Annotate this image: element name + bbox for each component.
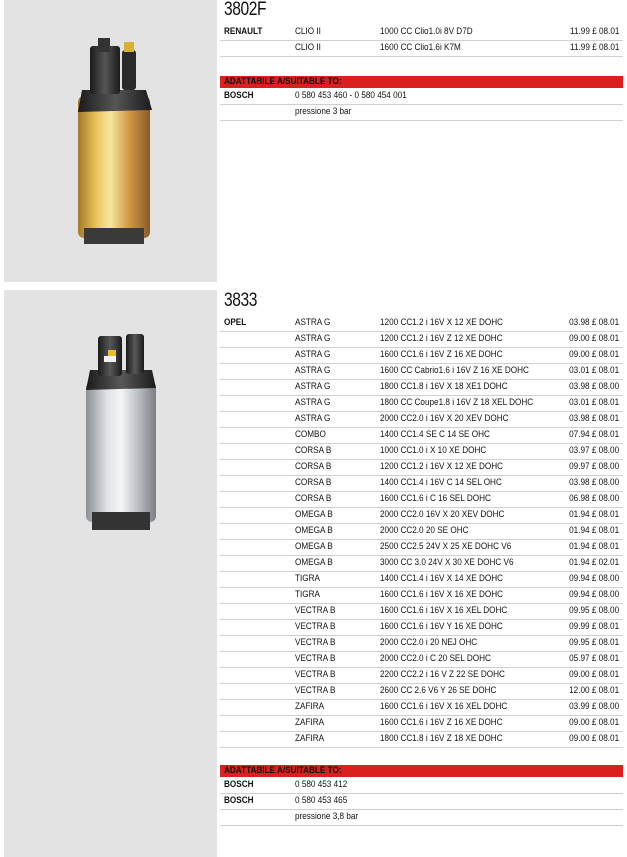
table-row bbox=[220, 331, 623, 348]
cell-dates: 09.95 £ 08.01 bbox=[569, 637, 619, 648]
cell-dates: 09.00 £ 08.01 bbox=[569, 333, 619, 344]
cell-dates: 09.97 £ 08.00 bbox=[569, 461, 619, 472]
cell-engine: 1200 CC1.2 i 16V X 12 XE DOHC bbox=[380, 461, 504, 472]
cell-dates: 01.94 £ 08.01 bbox=[569, 525, 619, 536]
cell-dates: 09.94 £ 08.00 bbox=[569, 589, 619, 600]
cell-dates: 09.95 £ 08.00 bbox=[569, 605, 619, 616]
cell-engine: 3000 CC 3.0 24V X 30 XE DOHC V6 bbox=[380, 557, 514, 568]
cell-engine: 1800 CC1.8 i 16V X 18 XE1 DOHC bbox=[380, 381, 508, 392]
suitable-row: BOSCH 0 580 453 465 bbox=[220, 793, 623, 810]
cell-dates: 03.01 £ 08.01 bbox=[569, 365, 619, 376]
product-code: 3802F bbox=[224, 0, 267, 20]
cell-model: ZAFIRA bbox=[295, 701, 325, 712]
header-bar bbox=[220, 0, 623, 24]
cell-dates: 09.94 £ 08.00 bbox=[569, 573, 619, 584]
product-image-panel bbox=[4, 0, 217, 282]
suitable-row: BOSCH 0 580 453 460 - 0 580 454 001 bbox=[220, 88, 623, 105]
table-row bbox=[220, 731, 623, 748]
cell-model: OMEGA B bbox=[295, 557, 333, 568]
table-row bbox=[220, 683, 623, 700]
cell-model: CORSA B bbox=[295, 445, 332, 456]
suitable-row: pressione 3 bar bbox=[220, 104, 623, 121]
table-row bbox=[220, 507, 623, 524]
cell-dates: 03.98 £ 08.00 bbox=[569, 477, 619, 488]
cell-engine: 2000 CC2.0 i C 20 SEL DOHC bbox=[380, 653, 491, 664]
cell-engine: 1800 CC Coupe1.8 i 16V Z 18 XEL DOHC bbox=[380, 397, 534, 408]
cell-dates: 09.00 £ 08.01 bbox=[569, 733, 619, 744]
cell-engine: 1600 CC1.6 i 16V X 16 XEL DOHC bbox=[380, 605, 508, 616]
cell-dates: 12.00 £ 08.01 bbox=[569, 685, 619, 696]
cell-model: CORSA B bbox=[295, 461, 332, 472]
cell-model: OMEGA B bbox=[295, 541, 333, 552]
cell-engine: 1600 CC1.6 i 16V Z 16 XE DOHC bbox=[380, 349, 503, 360]
cell-model: ZAFIRA bbox=[295, 733, 325, 744]
fuel-pump-silver-image bbox=[4, 290, 217, 590]
cell-engine: 2500 CC2.5 24V X 25 XE DOHC V6 bbox=[380, 541, 512, 552]
cell-engine: 1400 CC1.4 i 16V C 14 SEL OHC bbox=[380, 477, 502, 488]
table-row bbox=[220, 571, 623, 588]
suitable-to-bar: ADATTABILE A/SUITABLE TO: bbox=[220, 76, 623, 88]
table-row bbox=[220, 363, 623, 380]
table-row bbox=[220, 347, 623, 364]
cell-engine: 1600 CC1.6 i 16V X 16 XEL DOHC bbox=[380, 701, 508, 712]
cell-engine: 1000 CC1.0 i X 10 XE DOHC bbox=[380, 445, 487, 456]
cell-model: ASTRA G bbox=[295, 365, 331, 376]
cell-engine: 1200 CC1.2 i 16V Z 12 XE DOHC bbox=[380, 333, 503, 344]
cell-model: VECTRA B bbox=[295, 637, 336, 648]
table-row bbox=[220, 555, 623, 572]
table-row bbox=[220, 667, 623, 684]
product-image-panel bbox=[4, 290, 217, 857]
fuel-pump-gold-image bbox=[4, 0, 217, 282]
table-row bbox=[220, 619, 623, 636]
cell-dates: 03.01 £ 08.01 bbox=[569, 397, 619, 408]
cell-model: CORSA B bbox=[295, 477, 332, 488]
cell-engine: 1600 CC1.6 i 16V Z 16 XE DOHC bbox=[380, 717, 503, 728]
cell-engine: 1400 CC1.4 SE C 14 SE OHC bbox=[380, 429, 490, 440]
table-row bbox=[220, 587, 623, 604]
cell-model: VECTRA B bbox=[295, 605, 336, 616]
cell-dates: 01.94 £ 08.01 bbox=[569, 509, 619, 520]
table-row bbox=[220, 315, 623, 332]
cell-engine: 1600 CC1.6 i C 16 SEL DOHC bbox=[380, 493, 491, 504]
table-row: RENAULT CLIO II 1000 CC Clio1.0i 8V D7D 11.99 £ 08.01 bbox=[220, 24, 623, 41]
table-row bbox=[220, 475, 623, 492]
table-row bbox=[220, 411, 623, 428]
cell-dates: 05.97 £ 08.01 bbox=[569, 653, 619, 664]
cell-dates: 03.98 £ 08.01 bbox=[569, 317, 619, 328]
table-row bbox=[220, 395, 623, 412]
table-row bbox=[220, 379, 623, 396]
cell-model: ASTRA G bbox=[295, 349, 331, 360]
suitable-row: BOSCH 0 580 453 412 bbox=[220, 777, 623, 794]
table-row: CLIO II 1600 CC Clio1.6i K7M 11.99 £ 08.01 bbox=[220, 40, 623, 57]
table-row bbox=[220, 523, 623, 540]
cell-engine: 1800 CC1.8 i 16V Z 18 XE DOHC bbox=[380, 733, 503, 744]
cell-engine: 1600 CC1.6 i 16V X 16 XE DOHC bbox=[380, 589, 504, 600]
table-row bbox=[220, 651, 623, 668]
cell-model: ASTRA G bbox=[295, 333, 331, 344]
cell-model: VECTRA B bbox=[295, 685, 336, 696]
cell-engine: 2000 CC2.0 20 SE OHC bbox=[380, 525, 469, 536]
cell-dates: 09.00 £ 08.01 bbox=[569, 717, 619, 728]
cell-engine: 2200 CC2.2 i 16 V Z 22 SE DOHC bbox=[380, 669, 505, 680]
cell-model: OMEGA B bbox=[295, 525, 333, 536]
table-row bbox=[220, 699, 623, 716]
cell-model: COMBO bbox=[295, 429, 326, 440]
cell-model: TIGRA bbox=[295, 573, 320, 584]
cell-dates: 07.94 £ 08.01 bbox=[569, 429, 619, 440]
cell-model: VECTRA B bbox=[295, 669, 336, 680]
cell-model: CORSA B bbox=[295, 493, 332, 504]
cell-dates: 06.98 £ 08.00 bbox=[569, 493, 619, 504]
cell-model: OMEGA B bbox=[295, 509, 333, 520]
cell-engine: 2000 CC2.0 i 20 NEJ OHC bbox=[380, 637, 478, 648]
table-row bbox=[220, 603, 623, 620]
cell-model: ZAFIRA bbox=[295, 717, 325, 728]
cell-brand: OPEL bbox=[224, 317, 247, 328]
table-row bbox=[220, 427, 623, 444]
cell-model: VECTRA B bbox=[295, 653, 336, 664]
cell-dates: 01.94 £ 08.01 bbox=[569, 541, 619, 552]
cell-model: VECTRA B bbox=[295, 621, 336, 632]
cell-dates: 03.98 £ 08.00 bbox=[569, 381, 619, 392]
cell-engine: 1600 CC1.6 i 16V Y 16 XE DOHC bbox=[380, 621, 503, 632]
table-row bbox=[220, 539, 623, 556]
cell-engine: 1200 CC1.2 i 16V X 12 XE DOHC bbox=[380, 317, 504, 328]
table-row bbox=[220, 635, 623, 652]
suitable-to-bar: ADATTABILE A/SUITABLE TO: bbox=[220, 765, 623, 777]
cell-model: ASTRA G bbox=[295, 381, 331, 392]
cell-model: TIGRA bbox=[295, 589, 320, 600]
cell-engine: 2000 CC2.0 i 16V X 20 XEV DOHC bbox=[380, 413, 509, 424]
cell-dates: 03.97 £ 08.00 bbox=[569, 445, 619, 456]
cell-engine: 2000 CC2.0 16V X 20 XEV DOHC bbox=[380, 509, 505, 520]
cell-engine: 1600 CC Cabrio1.6 i 16V Z 16 XE DOHC bbox=[380, 365, 529, 376]
cell-dates: 09.00 £ 08.01 bbox=[569, 349, 619, 360]
table-row bbox=[220, 459, 623, 476]
cell-model: ASTRA G bbox=[295, 317, 331, 328]
cell-engine: 1400 CC1.4 i 16V X 14 XE DOHC bbox=[380, 573, 504, 584]
cell-model: ASTRA G bbox=[295, 413, 331, 424]
product-code: 3833 bbox=[224, 290, 258, 311]
cell-dates: 09.99 £ 08.01 bbox=[569, 621, 619, 632]
table-row bbox=[220, 443, 623, 460]
cell-dates: 03.98 £ 08.01 bbox=[569, 413, 619, 424]
cell-model: ASTRA G bbox=[295, 397, 331, 408]
cell-dates: 01.94 £ 02.01 bbox=[569, 557, 619, 568]
suitable-row: pressione 3,8 bar bbox=[220, 809, 623, 826]
cell-engine: 2600 CC 2.6 V6 Y 26 SE DOHC bbox=[380, 685, 497, 696]
cell-dates: 03.99 £ 08.00 bbox=[569, 701, 619, 712]
table-row bbox=[220, 491, 623, 508]
table-row bbox=[220, 715, 623, 732]
cell-dates: 09.00 £ 08.01 bbox=[569, 669, 619, 680]
